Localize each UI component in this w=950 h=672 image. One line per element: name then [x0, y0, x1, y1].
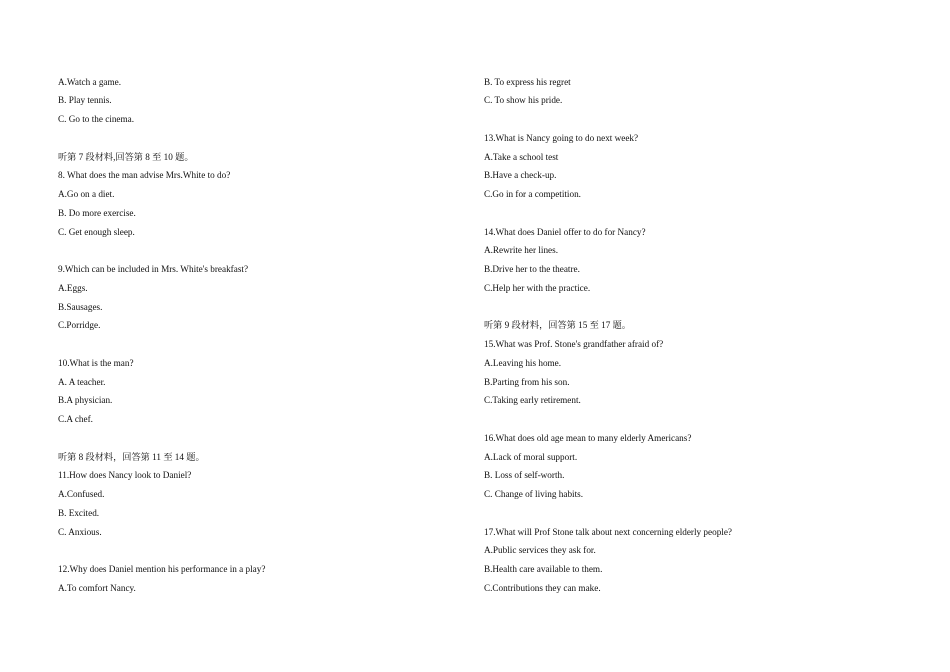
answer-option: B. To express his regret	[484, 76, 571, 87]
answer-option: A.Public services they ask for.	[484, 545, 596, 556]
answer-option: A.Confused.	[58, 489, 105, 499]
answer-option: B.Have a check-up.	[484, 170, 557, 181]
answer-option: B.Health care available to them.	[484, 564, 603, 574]
answer-option: B.A physician.	[58, 395, 113, 406]
question-text: 11.How does Nancy look to Daniel?	[58, 470, 192, 481]
answer-option: A.Go on a diet.	[58, 189, 115, 199]
answer-option: A.Watch a game.	[58, 76, 122, 87]
section-instruction: 听第 7 段材料,回答第 8 至 10 题。	[58, 151, 194, 162]
answer-option: C.Help her with the practice.	[484, 282, 591, 293]
blank-line	[58, 544, 458, 563]
question-text: 13.What is Nancy going to do next week?	[484, 132, 639, 143]
answer-option: C.Taking early retirement.	[484, 395, 581, 406]
answer-option: B. Do more exercise.	[58, 207, 136, 218]
answer-option: A. A teacher.	[58, 376, 106, 387]
blank-line	[484, 113, 884, 132]
question-text: 9.Which can be included in Mrs. White's breakfast?	[58, 264, 249, 274]
answer-option: A.Leaving his home.	[484, 357, 562, 368]
answer-option: B.Drive her to the theatre.	[484, 264, 580, 274]
question-text: 12.Why does Daniel mention his performance in a play?	[58, 564, 266, 574]
question-text: 14.What does Daniel offer to do for Nancy?	[484, 226, 646, 237]
answer-option: C.Contributions they can make.	[484, 582, 601, 593]
blank-line	[58, 432, 458, 451]
blank-line	[58, 132, 458, 151]
blank-line	[58, 244, 458, 263]
question-text: 10.What is the man?	[58, 357, 134, 368]
answer-option: A.Lack of moral support.	[484, 451, 578, 462]
answer-option: A.Eggs.	[58, 282, 88, 293]
answer-option: C.Go in for a competition.	[484, 189, 581, 199]
blank-line	[484, 507, 884, 526]
answer-option: C.A chef.	[58, 414, 93, 424]
answer-option: A.Rewrite her lines.	[484, 245, 558, 256]
blank-line	[58, 338, 458, 357]
answer-option: B. Excited.	[58, 507, 100, 518]
question-text: 15.What was Prof. Stone's grandfather afraid of?	[484, 339, 664, 349]
answer-option: B. Play tennis.	[58, 95, 112, 106]
question-text: 8. What does the man advise Mrs.White to do?	[58, 170, 231, 181]
section-instruction: 听第 8 段材料，回答第 11 至 14 题。	[58, 451, 205, 462]
answer-option: C.Porridge.	[58, 320, 101, 331]
left-column	[58, 76, 458, 601]
answer-option: A.To comfort Nancy.	[58, 582, 136, 593]
answer-option: B.Parting from his son.	[484, 376, 570, 387]
blank-line	[484, 301, 884, 320]
answer-option: C. Go to the cinema.	[58, 114, 135, 124]
question-text: 17.What will Prof Stone talk about next concerning elderly people?	[484, 526, 732, 537]
answer-option: B. Loss of self-worth.	[484, 470, 565, 481]
answer-option: C. Change of living habits.	[484, 489, 584, 499]
answer-option: C. Get enough sleep.	[58, 226, 135, 237]
answer-option: A.Take a school test	[484, 151, 559, 162]
answer-option: C. To show his pride.	[484, 95, 563, 106]
right-column	[484, 76, 884, 601]
blank-line	[484, 413, 884, 432]
answer-option: B.Sausages.	[58, 301, 103, 312]
question-text: 16.What does old age mean to many elderly Americans?	[484, 432, 692, 443]
answer-option: C. Anxious.	[58, 526, 102, 537]
section-instruction: 听第 9 段材料，回答第 15 至 17 题。	[484, 320, 631, 331]
blank-line	[484, 207, 884, 226]
